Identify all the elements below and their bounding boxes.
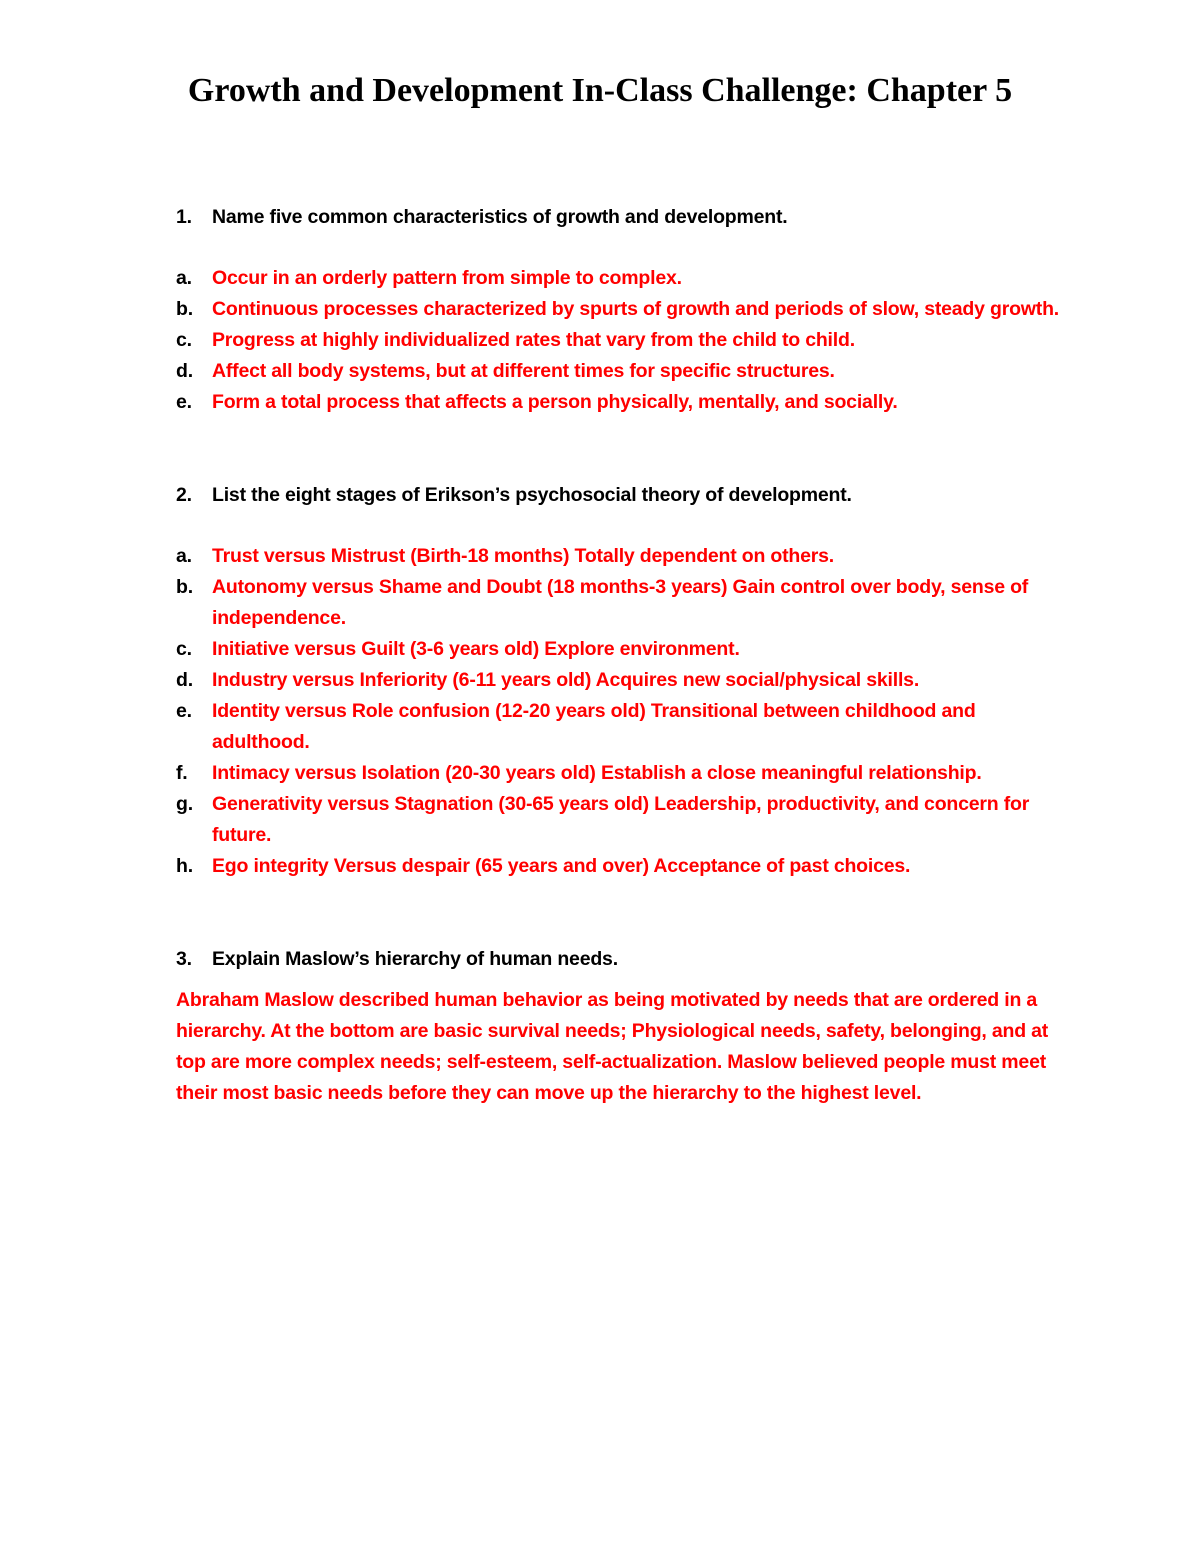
answer-text: Continuous processes characterized by spurts of growth and periods of slow, steady growth. xyxy=(212,298,1059,320)
question-2 xyxy=(176,480,1076,511)
question-number: 1. xyxy=(176,206,192,228)
page-title: Growth and Development In-Class Challenge: Chapter 5 xyxy=(187,72,1013,109)
question-1 xyxy=(176,202,1076,233)
answer-letter: a. xyxy=(176,545,192,567)
list-item xyxy=(176,387,1076,418)
answer-text: Intimacy versus Isolation (20-30 years old) Establish a close meaningful relationship. xyxy=(212,762,982,784)
answer-letter: b. xyxy=(176,576,193,598)
answer-list-1 xyxy=(176,263,1076,418)
list-item xyxy=(176,851,1076,882)
question-text: Name five common characteristics of growth and development. xyxy=(212,206,788,228)
question-number: 3. xyxy=(176,948,192,970)
answer-list-2 xyxy=(176,541,1076,882)
list-item xyxy=(176,572,1076,634)
answer-letter: c. xyxy=(176,638,192,660)
answer-text: Initiative versus Guilt (3-6 years old) Explore environment. xyxy=(212,638,740,660)
list-item xyxy=(176,696,1076,758)
list-item xyxy=(176,634,1076,665)
answer-letter: g. xyxy=(176,793,193,815)
answer-text: Generativity versus Stagnation (30-65 years old) Leadership, productivity, and concern for future. xyxy=(212,793,1030,846)
question-text: List the eight stages of Erikson’s psychosocial theory of development. xyxy=(212,484,852,506)
answer-text: Progress at highly individualized rates that vary from the child to child. xyxy=(212,329,855,351)
answer-letter: b. xyxy=(176,298,193,320)
answer-letter: a. xyxy=(176,267,192,289)
answer-letter: f. xyxy=(176,762,188,784)
answer-text: Affect all body systems, but at different times for specific structures. xyxy=(212,360,835,382)
answer-text: Ego integrity Versus despair (65 years and over) Acceptance of past choices. xyxy=(212,855,911,877)
answer-letter: e. xyxy=(176,391,192,413)
list-item xyxy=(176,294,1076,325)
list-item xyxy=(176,541,1076,572)
answer-text: Autonomy versus Shame and Doubt (18 months-3 years) Gain control over body, sense of independence. xyxy=(212,576,1029,629)
question-number: 2. xyxy=(176,484,192,506)
question-3 xyxy=(176,944,1076,975)
list-item xyxy=(176,758,1076,789)
answer-text: Trust versus Mistrust (Birth-18 months) Totally dependent on others. xyxy=(212,545,835,567)
answer-text: Form a total process that affects a person physically, mentally, and socially. xyxy=(212,391,898,413)
answer-letter: d. xyxy=(176,360,193,382)
answer-letter: c. xyxy=(176,329,192,351)
answer-letter: h. xyxy=(176,855,193,877)
answer-text: Industry versus Inferiority (6-11 years old) Acquires new social/physical skills. xyxy=(212,669,920,691)
list-item xyxy=(176,325,1076,356)
list-item xyxy=(176,789,1076,851)
question-text: Explain Maslow’s hierarchy of human needs. xyxy=(212,948,618,970)
list-item xyxy=(176,263,1076,294)
answer-letter: d. xyxy=(176,669,193,691)
document-body xyxy=(176,202,1076,1109)
list-item xyxy=(176,356,1076,387)
answer-text: Occur in an orderly pattern from simple to complex. xyxy=(212,267,682,289)
answer-letter: e. xyxy=(176,700,192,722)
list-item xyxy=(176,665,1076,696)
answer-paragraph: Abraham Maslow described human behavior as being motivated by needs that are ordered in a hierarchy. At the bottom are basic survival needs; Physiological needs, safety, belonging, and at top are more complex needs; self-esteem, self-actualization. Maslow believed people must meet their most basic needs before they can move up the hierarchy to the highest level. xyxy=(176,989,1049,1104)
answer-text: Identity versus Role confusion (12-20 years old) Transitional between childhood and adulthood. xyxy=(212,700,976,753)
